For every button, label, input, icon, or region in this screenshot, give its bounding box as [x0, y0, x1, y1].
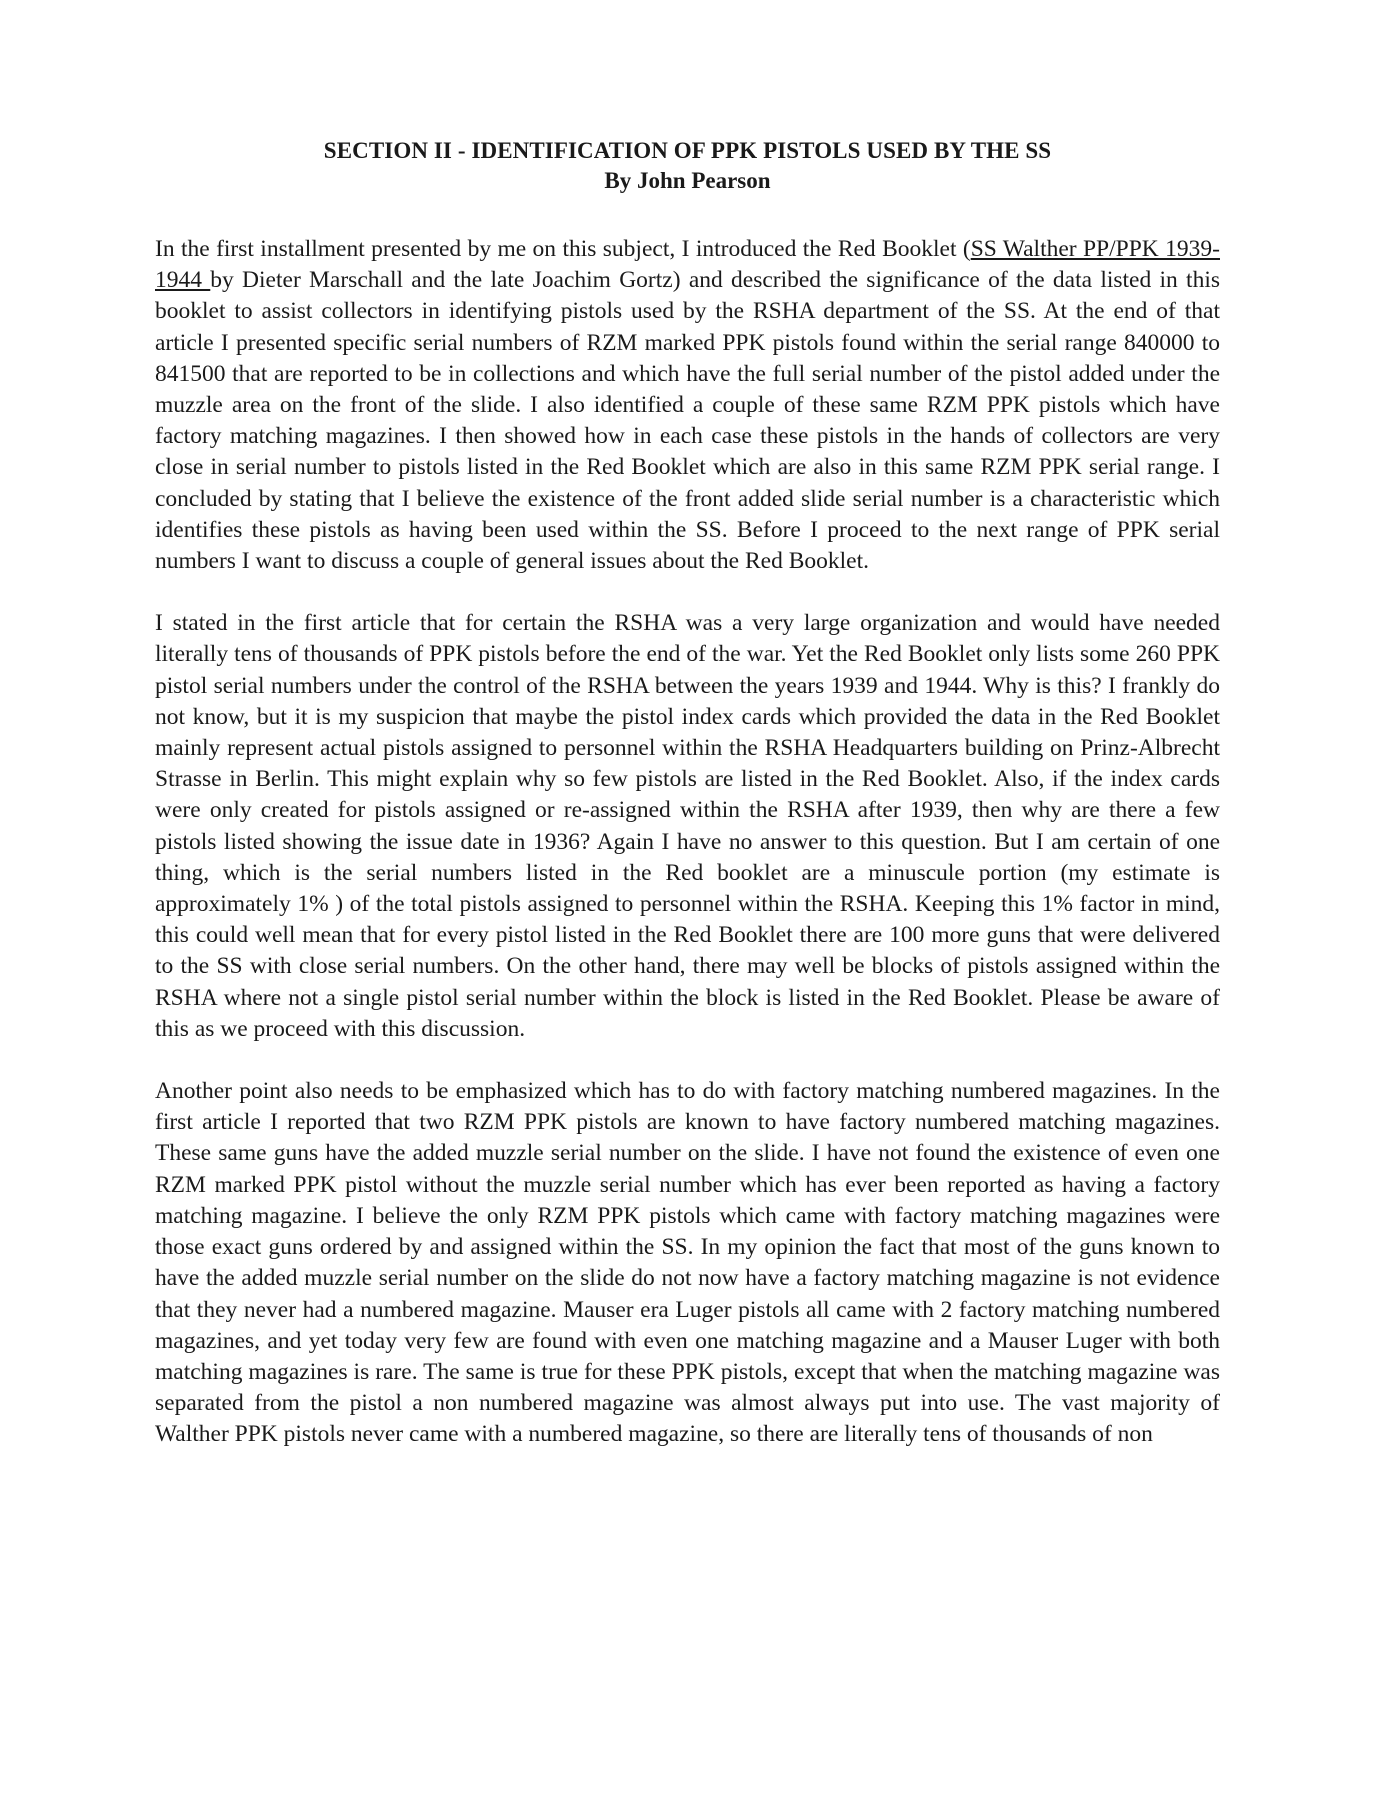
book-title: SS Walther PP/PPK 1939-1944 — [155, 236, 1220, 294]
paragraph-2: I stated in the first article that for certain the RSHA was a very large organization and would have needed literally tens of thousands of PPK pistols before the end of the war. Yet the Red Booklet only lists some 260 PPK pistol serial numbers under the control of the RSHA between the years 1939 and 1944. Why is this? I frankly do not know, but it is my suspicion that maybe the pistol index cards which provided the data in the Red Booklet mainly represent actual pistols assigned to personnel within the RSHA Headquarters building on Prinz-Albrecht Strasse in Berlin. This might explain why so few pistols are listed in the Red Booklet. Also, if the index cards were only created for pistols assigned or re-assigned within the RSHA after 1939, then why are there a few pistols listed showing the issue date in 1936? Again I have no answer to this question. But I am certain of one thing, which is the serial numbers listed in the Red booklet are a minuscule portion (my estimate is approximately 1% ) of the total pistols assigned to personnel within the RSHA. Keeping this 1% factor in mind, this could well mean that for every pistol listed in the Red Booklet there are 100 more guns that were delivered to the SS with close serial numbers. On the other hand, there may well be blocks of pistols assigned within the RSHA where not a single pistol serial number within the block is listed in the Red Booklet. Please be aware of this as we proceed with this discussion. — [155, 610, 1220, 1042]
paragraph-3: Another point also needs to be emphasized which has to do with factory matching numbered magazines. In the first article I reported that two RZM PPK pistols are known to have factory numbered matching magazines. These same guns have the added muzzle serial number on the slide. I have not found the existence of even one RZM marked PPK pistol without the muzzle serial number which has ever been reported as having a factory matching magazine. I believe the only RZM PPK pistols which came with factory matching magazines were those exact guns ordered by and assigned within the SS. In my opinion the fact that most of the guns known to have the added muzzle serial number on the slide do not now have a factory matching magazine is not evidence that they never had a numbered magazine. Mauser era Luger pistols all came with 2 factory matching numbered magazines, and yet today very few are found with even one matching magazine and a Mauser Luger with both matching magazines is rare. The same is true for these PPK pistols, except that when the matching magazine was separated from the pistol a non numbered magazine was almost always put into use. The vast majority of Walther PPK pistols never came with a numbered magazine, so there are literally tens of thousands of non — [155, 1078, 1220, 1448]
article-title: SECTION II - IDENTIFICATION OF PPK PISTOLS USED BY THE SS — [323, 138, 1052, 163]
paragraph-1-body: by Dieter Marschall and the late Joachim Gortz) and described the significance of the data listed in this booklet to assist collectors in identifying pistols used by the RSHA department of the SS. At the end of that article I presented specific serial numbers of RZM marked PPK pistols found within the serial range 840000 to 841500 that are reported to be in collections and which have the full serial number of the pistol added under the muzzle area on the front of the slide. I also identified a couple of these same RZM PPK pistols which have factory matching magazines. I then showed how in each case these pistols in the hands of collectors are very close in serial number to pistols listed in the Red Booklet which are also in this same RZM PPK serial range. I concluded by stating that I believe the existence of the front added slide serial number is a characteristic which identifies these pistols as having been used within the SS. Before I proceed to the next range of PPK serial numbers I want to discuss a couple of general issues about the Red Booklet. — [155, 267, 1221, 575]
article-header — [155, 136, 1220, 196]
paragraph-1-intro: In the first installment presented by me on this subject, I introduced the Red Booklet ( — [155, 236, 971, 262]
paragraph-1 — [155, 234, 1220, 577]
author-byline: By John Pearson — [604, 168, 771, 193]
